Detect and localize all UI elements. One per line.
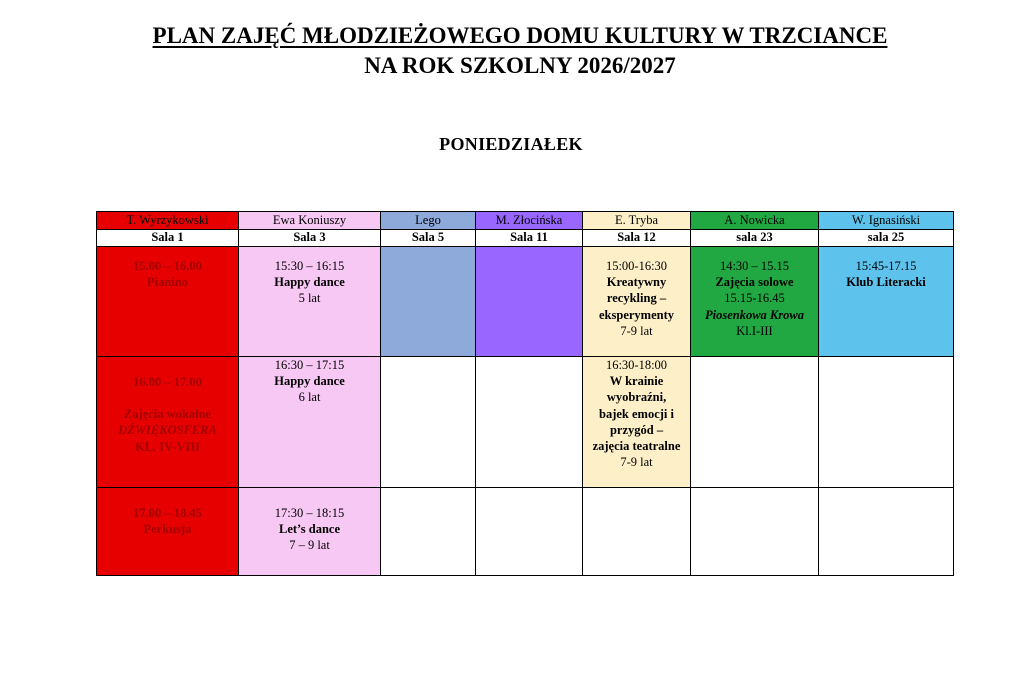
class-time: 15:30 – 16:15	[274, 259, 345, 273]
class-name: W krainie wyobraźni, bajek emocji i przygód – zajęcia teatralne	[592, 374, 681, 454]
room-cell: Sala 11	[476, 230, 583, 247]
schedule-row	[97, 247, 954, 357]
class-name: Perkusja	[143, 522, 192, 537]
page-title-line1: PLAN ZAJĘĆ MŁODZIEŻOWEGO DOMU KULTURY W TRZCIANCE	[152, 23, 888, 48]
class-cell-sala23	[691, 247, 819, 357]
class-time: 15.00 – 16.00	[133, 259, 202, 273]
class-cell-sala11	[476, 247, 583, 357]
schedule-table	[96, 211, 954, 576]
class-cell-sala5	[381, 488, 476, 576]
teacher-cell: T. Wyrzykowski	[97, 212, 239, 230]
schedule-row	[97, 488, 954, 576]
teacher-cell: W. Ignasiński	[819, 212, 954, 230]
class-cell-sala23	[691, 488, 819, 576]
class-cell-sala11	[476, 488, 583, 576]
room-cell: Sala 1	[97, 230, 239, 247]
day-heading: PONIEDZIAŁEK	[439, 134, 583, 154]
class-age: 7-9 lat	[620, 323, 653, 338]
class-time: 14:30 – 15.15	[719, 259, 790, 273]
teacher-cell: Lego	[381, 212, 476, 230]
class-time: 15:45-17.15	[855, 259, 917, 273]
class-cell-sala25	[819, 247, 954, 357]
page-title-line2: NA ROK SZKOLNY 2026/2027	[364, 53, 676, 78]
teacher-row	[97, 212, 954, 230]
class-time: 15:00-16:30	[605, 259, 668, 273]
class-name: Pianino	[147, 275, 188, 290]
class-cell-sala25	[819, 488, 954, 576]
class-time: 16:30 – 17:15	[274, 358, 345, 372]
class-cell-sala3	[239, 488, 381, 576]
class-name: Happy dance	[274, 374, 345, 389]
class-cell-sala23	[691, 357, 819, 488]
class-cell-sala12	[583, 247, 691, 357]
class-grade: KL. IV-VIII	[134, 439, 201, 454]
class-cell-sala1	[97, 488, 239, 576]
class-age: 7-9 lat	[620, 455, 653, 470]
class-cell-sala5	[381, 357, 476, 488]
teacher-cell: Ewa Koniuszy	[239, 212, 381, 230]
class-time-2: 15.15-16.45	[724, 291, 785, 306]
class-cell-sala1	[97, 357, 239, 488]
class-time: 17:30 – 18:15	[274, 506, 345, 520]
room-cell: Sala 3	[239, 230, 381, 247]
class-age: 6 lat	[298, 390, 321, 405]
class-cell-sala1	[97, 247, 239, 357]
class-time: 16.00 – 17.00	[133, 375, 202, 389]
class-cell-sala25	[819, 357, 954, 488]
class-cell-sala5	[381, 247, 476, 357]
teacher-cell: M. Złocińska	[476, 212, 583, 230]
teacher-cell: E. Tryba	[583, 212, 691, 230]
class-age: 7 – 9 lat	[289, 538, 330, 553]
class-name-2: Piosenkowa Krowa	[705, 307, 804, 322]
class-time: 17.00 – 18.45	[133, 506, 202, 520]
room-cell: sala 25	[819, 230, 954, 247]
class-cell-sala11	[476, 357, 583, 488]
class-cell-sala3	[239, 247, 381, 357]
teacher-cell: A. Nowicka	[691, 212, 819, 230]
class-grade: Kl.I-III	[736, 323, 773, 338]
room-row	[97, 230, 954, 247]
class-name: Kreatywny recykling – eksperymenty	[599, 275, 674, 322]
class-name: Happy dance	[274, 275, 345, 290]
room-cell: sala 23	[691, 230, 819, 247]
class-name: Let’s dance	[279, 522, 340, 537]
room-cell: Sala 5	[381, 230, 476, 247]
class-age: 5 lat	[298, 291, 321, 306]
class-name: Klub Literacki	[846, 275, 926, 290]
room-cell: Sala 12	[583, 230, 691, 247]
class-cell-sala12	[583, 488, 691, 576]
class-cell-sala12	[583, 357, 691, 488]
class-time: 16:30-18:00	[605, 358, 668, 372]
schedule-row	[97, 357, 954, 488]
class-group: DŹWIĘKOSFERA	[118, 423, 217, 438]
class-name: Zajęcia wokalne	[123, 407, 212, 422]
class-name: Zajęcia solowe	[715, 275, 794, 290]
class-cell-sala3	[239, 357, 381, 488]
